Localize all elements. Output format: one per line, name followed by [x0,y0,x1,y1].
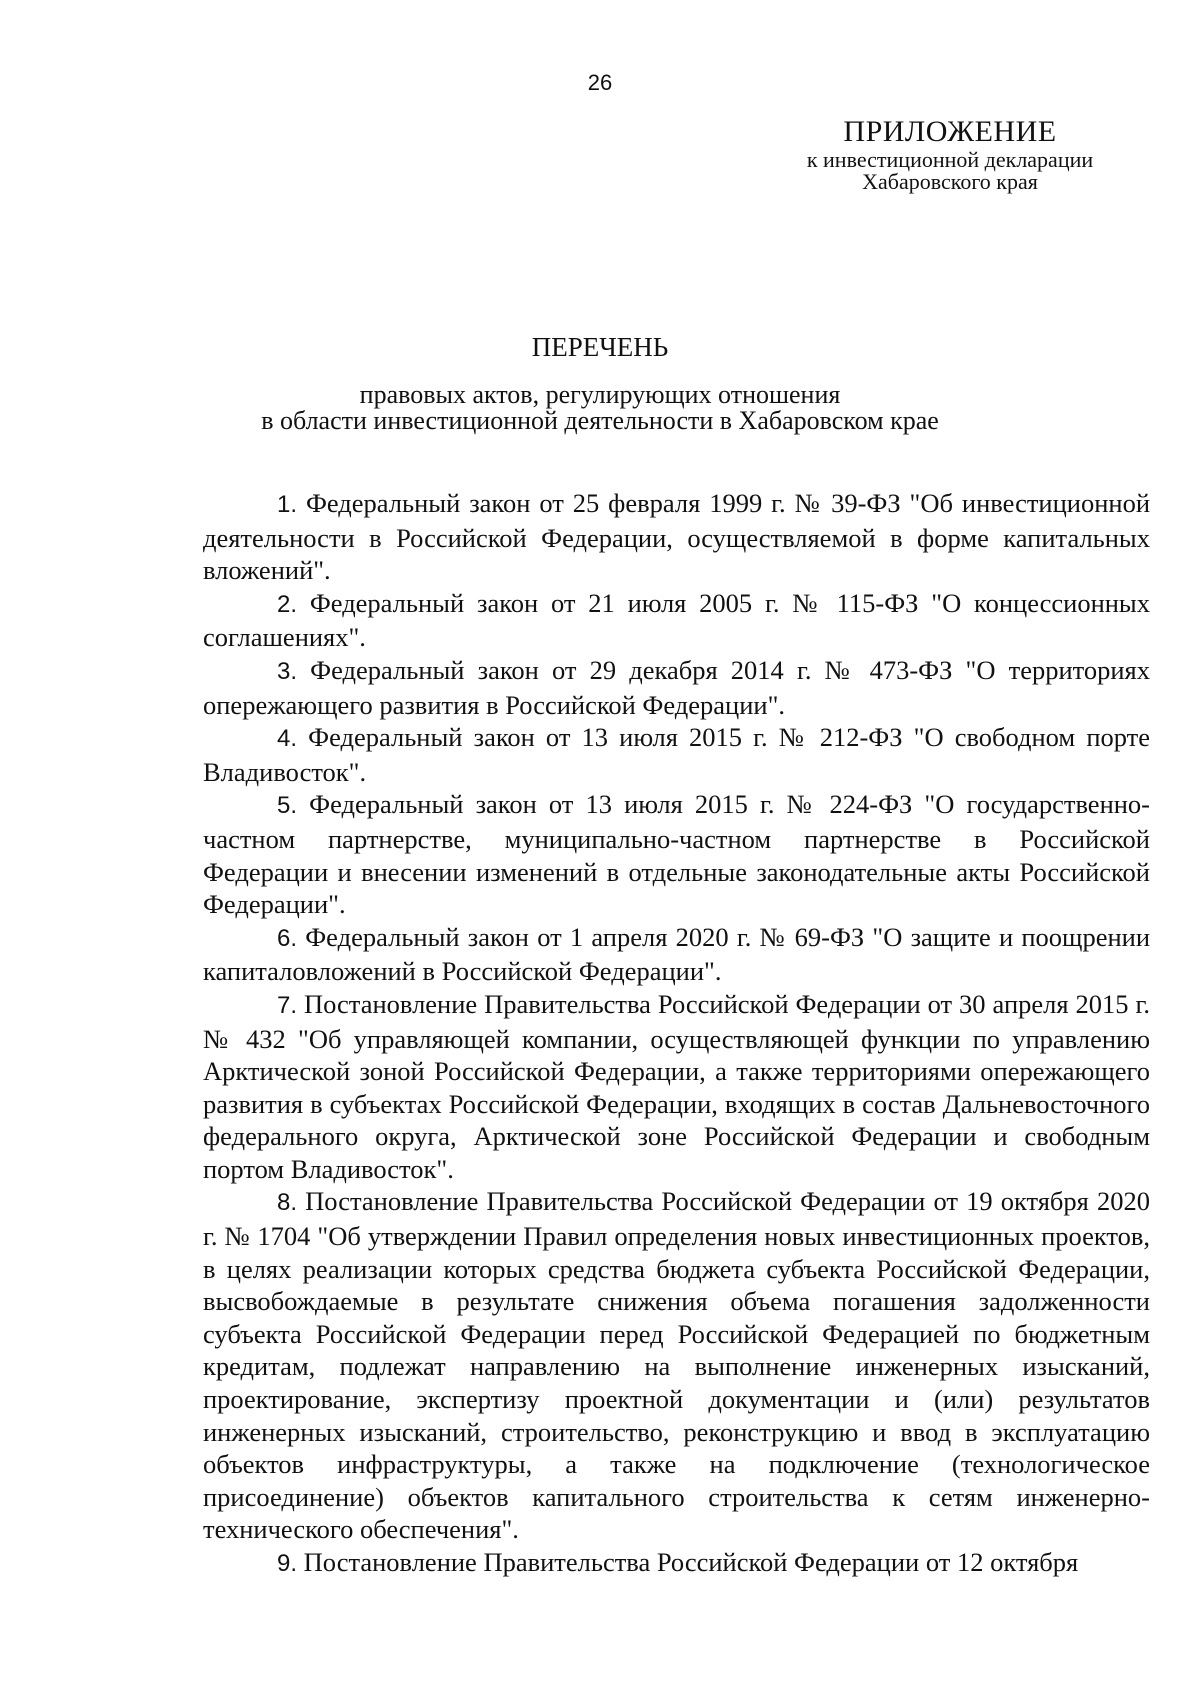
item-number: 3. [277,657,298,685]
item-text: Федеральный закон от 21 июля 2005 г. № 115-ФЗ "О концессионных соглашениях". [203,587,1150,653]
item-number: 4. [277,725,298,753]
item-text: Федеральный закон от 13 июля 2015 г. № 224-ФЗ "О государственно-частном партнерстве, муниципально-частном партнерстве в Российской Федерации и внесении изменений в отдельные законодательные акты Российской Федерации". [203,789,1151,920]
list-item [203,587,1150,654]
item-number: 9. [277,1550,298,1577]
list-item [203,921,1150,988]
list-item [203,487,1150,587]
item-number: 1. [277,491,298,518]
item-text: Федеральный закон от 29 декабря 2014 г. № 473-ФЗ "О территориях опережающего развития в Российской Федерации". [203,654,1150,720]
item-number: 8. [277,1189,298,1217]
appendix-line-2: Хабаровского края [862,169,1038,194]
appendix-title: ПРИЛОЖЕНИЕ [843,115,1057,148]
item-text: Федеральный закон от 1 апреля 2020 г. № 69-ФЗ "О защите и поощрении капиталовложений в Российской Федерации". [203,921,1151,987]
item-number: 6. [277,924,298,952]
item-text: Федеральный закон от 13 июля 2015 г. № 212-ФЗ "О свободном порте Владивосток". [203,722,1151,787]
list-item [203,654,1150,721]
item-number: 2. [277,590,298,618]
item-number: 7. [277,991,298,1019]
legal-acts-list [203,487,1150,1581]
heading-title: ПЕРЕЧЕНЬ [531,332,669,362]
item-number: 5. [277,792,298,820]
item-text: Постановление Правительства Российской Федерации от 30 апреля 2015 г. № 432 "Об управляющей компании, осуществляющей функции по управлению Арктической зоной Российской Федерации, а также территориями опережающего развития в субъектах Российской Федерации, входящих в состав Дальневосточного федерального округа, Арктической зоне Российской Федерации и свободным портом Владивосток". [203,988,1151,1184]
list-item [203,1546,1150,1581]
list-item [203,1185,1150,1546]
item-text: Постановление Правительства Российской Федерации от 19 октября 2020 г. № 1704 "Об утверждении Правил определения новых инвестиционных проектов, в целях реализации которых средства бюджета субъекта Российской Федерации, высвобождаемые в результате снижения объема погашения задолженности субъекта Российской Федерации перед Российской Федерацией по бюджетным кредитам, подлежат направлению на выполнение инженерных изысканий, проектирование, экспертизу проектной документации и (или) результатов инженерных изысканий, строительство, реконструкцию и ввод в эксплуатацию объектов инфраструктуры, а также на подключение (технологическое присоединение) объектов капитального строительства к сетям инженерно-технического обеспечения". [203,1186,1151,1545]
page-number: 26 [587,70,613,95]
list-item [203,788,1150,920]
appendix-block [760,115,1140,193]
list-item [203,721,1150,788]
item-text: Федеральный закон от 25 февраля 1999 г. № 39-ФЗ "Об инвестиционной деятельности в Российской Федерации, осуществляемой в форме капитальных вложений". [203,488,1150,586]
appendix-line-1: к инвестиционной декларации [806,147,1094,172]
document-heading [0,330,1200,434]
heading-line-2: в области инвестиционной деятельности в Хабаровском крае [261,406,939,435]
item-text: Постановление Правительства Российской Федерации от 12 октября [303,1547,1079,1577]
heading-line-1: правовых актов, регулирующих отношения [359,380,841,409]
list-item [203,988,1150,1186]
